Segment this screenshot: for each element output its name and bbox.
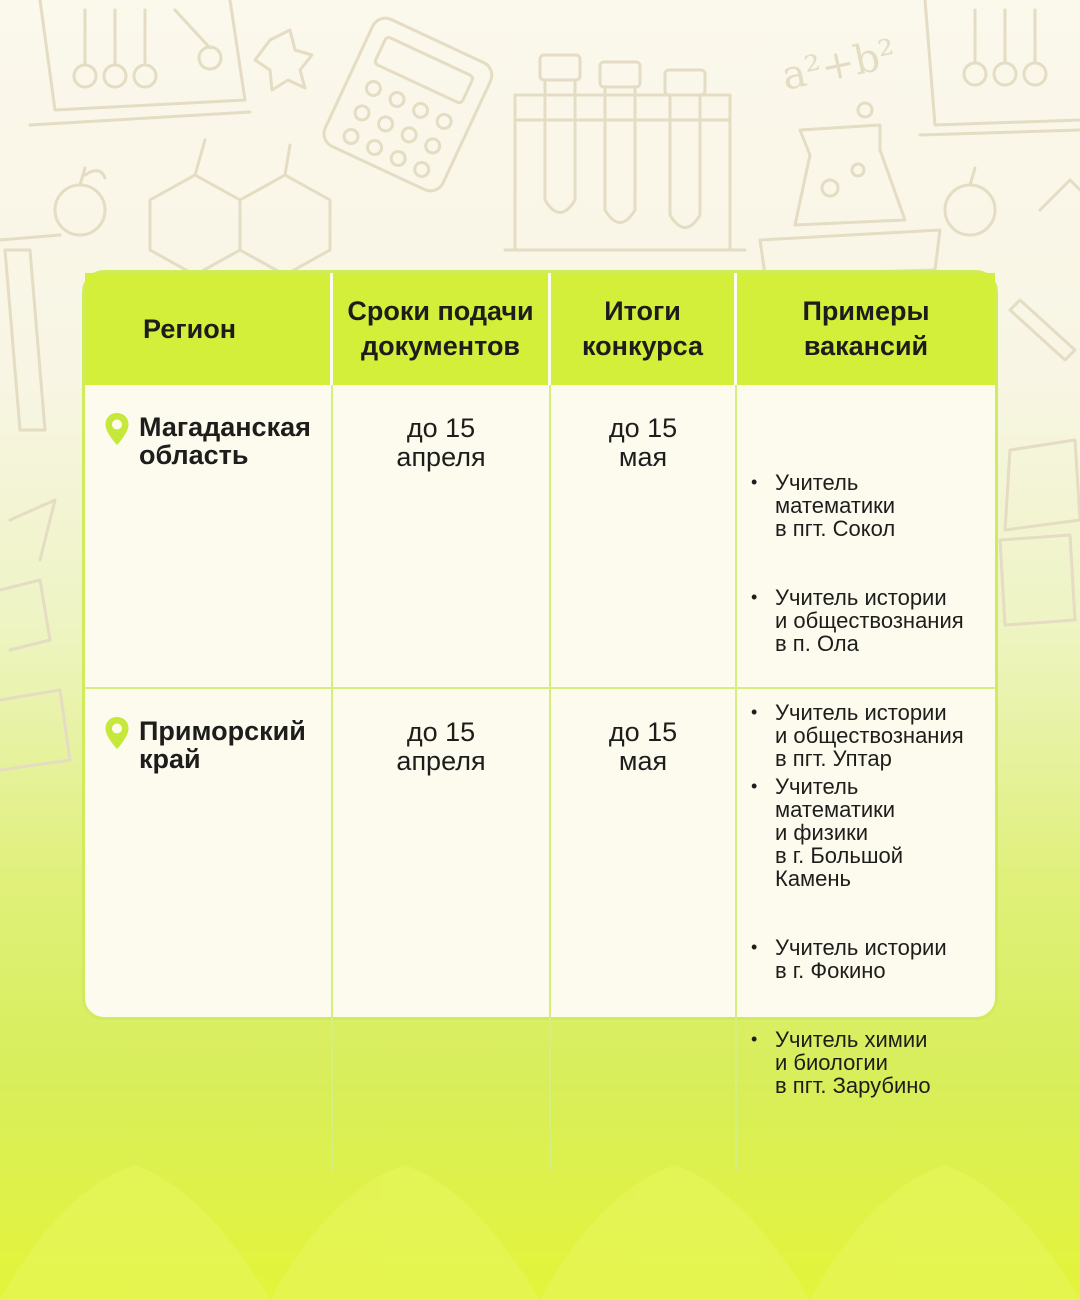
table-row-2-results: до 15 мая [551,689,737,1172]
location-pin-icon [103,715,131,751]
header-region: Регион [85,273,333,385]
header-vacancies: Примеры вакансий [737,273,995,385]
vacancy-list [751,746,985,1143]
region-name: Приморский край [139,716,306,774]
vacancy-item: • Учитель истории в г. Фокино [751,936,985,982]
table-row-1-results: до 15 мая [551,385,737,689]
plus-doodle [255,30,312,90]
vacancy-item: • Учитель математики и физики в г. Большой Камень [751,775,985,890]
vacancies-table [85,273,995,1098]
calculator-doodle [319,14,496,196]
table-row-1-deadline: до 15 апреля [333,385,551,689]
header-results: Итоги конкурса [551,273,737,385]
table-row-1-region [85,385,333,689]
table-row-2-deadline: до 15 апреля [333,689,551,1172]
vacancies-table-card [82,270,998,1098]
leaf-pattern [0,1165,1080,1300]
vacancy-list [751,442,985,816]
ruler-doodle [0,235,70,770]
newtons-cradle-right-doodle [920,0,1080,135]
header-deadline: Сроки подачи документов [333,273,551,385]
flask-doodle [760,103,940,275]
test-tubes-doodle [505,55,745,250]
vacancy-item: • Учитель истории и обществознания в п. Ола [751,586,985,655]
molecule-doodle [150,140,330,275]
vacancy-item: • Учитель математики в пгт. Сокол [751,471,985,540]
region-name: Магаданская область [139,412,311,470]
table-row-2-region [85,689,333,1172]
apple-doodle [55,168,995,235]
newtons-cradle-doodle [30,0,250,125]
vacancy-item: • Учитель истории и обществознания в пгт. Уптар [751,701,985,770]
pencil-doodle [1000,180,1080,625]
location-pin-icon [103,411,131,447]
vacancy-item: • Учитель химии и биологии в пгт. Зарубино [751,1028,985,1097]
table-row-1-vacancies [737,385,995,771]
formula-doodle: a²+b² [777,30,900,100]
